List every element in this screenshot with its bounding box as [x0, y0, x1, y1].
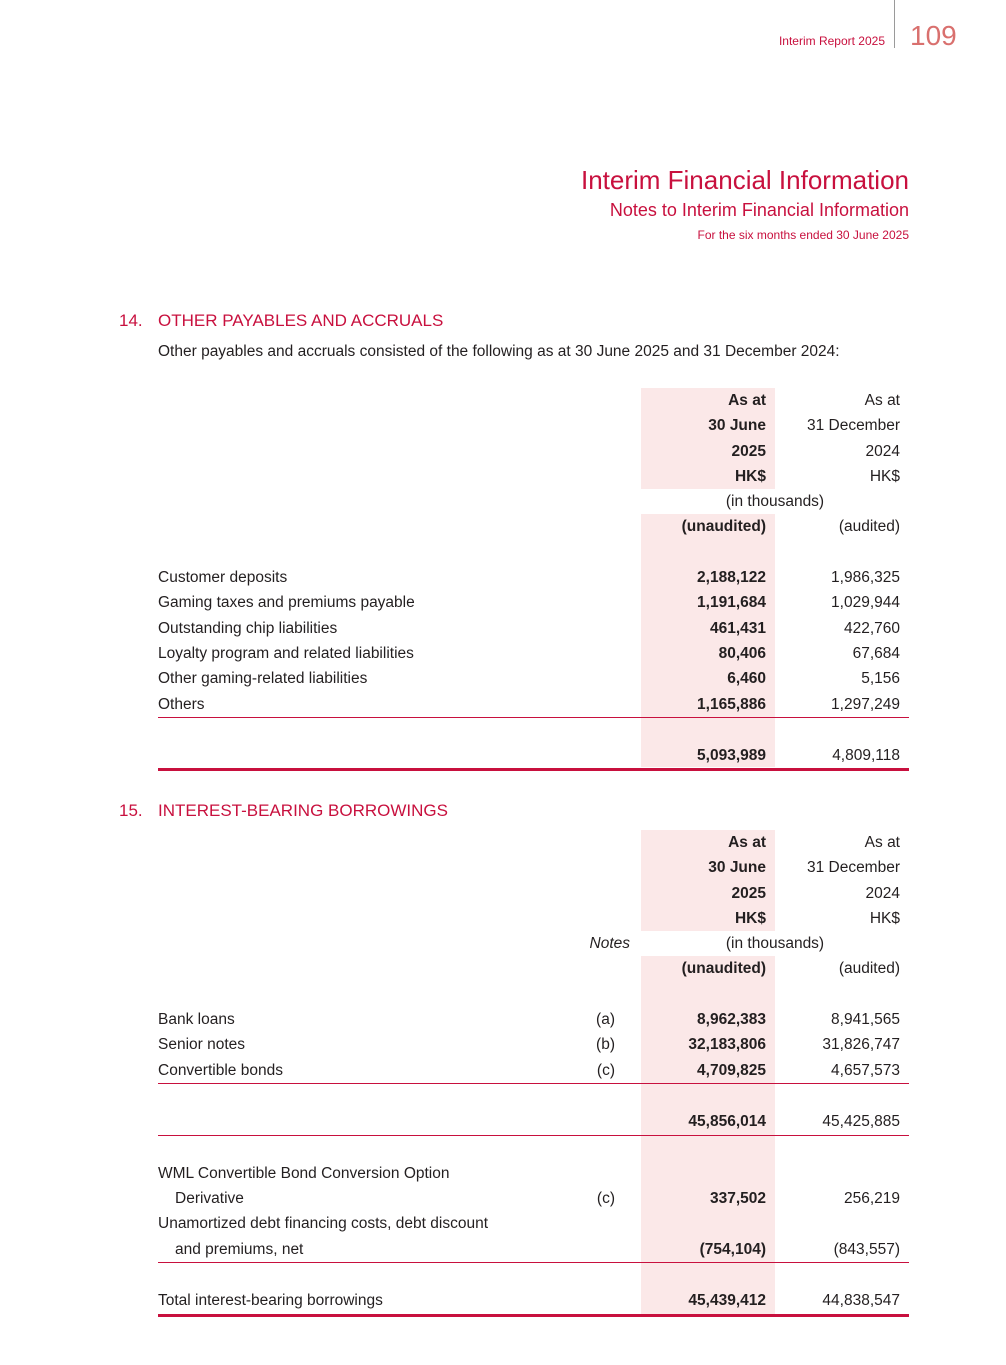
cell-text: 256,219	[843, 1190, 900, 1208]
col-head: 30 June	[708, 859, 766, 877]
cell-text: Others	[158, 695, 205, 713]
cell-text: 67,684	[852, 644, 900, 662]
cell-text: Total interest-bearing borrowings	[158, 1292, 383, 1310]
cell-text: 45,425,885	[822, 1113, 900, 1131]
table-row	[158, 565, 909, 590]
col-head: As at	[864, 392, 900, 409]
cell-text: 2,188,122	[697, 569, 766, 587]
cell-text: Customer deposits	[158, 569, 288, 587]
cell-text: Outstanding chip liabilities	[158, 619, 338, 637]
cell-text: Senior notes	[158, 1036, 246, 1054]
table-row	[158, 439, 909, 464]
cell-text: 45,856,014	[688, 1113, 766, 1131]
table-row	[158, 1136, 909, 1161]
section-title: INTEREST-BEARING BORROWINGS	[158, 801, 448, 820]
period: For the six months ended 30 June 2025	[697, 228, 909, 242]
cell-text: 1,986,325	[831, 569, 900, 587]
col-head: 31 December	[806, 417, 900, 435]
section-number: 15.	[119, 801, 143, 820]
table-row	[158, 464, 909, 489]
cell-text: 4,657,573	[831, 1061, 900, 1079]
col-head: 30 June	[708, 417, 766, 435]
cell-text: (b)	[596, 1036, 615, 1054]
cell-text: 4,709,825	[697, 1061, 766, 1079]
report-name: Interim Report 2025	[778, 34, 885, 48]
cell-text: Other gaming-related liabilities	[158, 670, 368, 688]
table-row	[158, 388, 909, 413]
page-title: Interim Financial Information	[580, 165, 909, 195]
subtotal-row	[158, 1109, 909, 1135]
col-head: As at	[728, 392, 766, 409]
section-14-intro: Other payables and accruals consisted of the following as at 30 June 2025 and 31 December 2024:	[158, 343, 840, 360]
cell-text: (c)	[596, 1061, 615, 1079]
cell-text: WML Convertible Bond Conversion Option	[158, 1164, 450, 1182]
cell-text: Derivative	[175, 1190, 244, 1208]
cell-text: 44,838,547	[822, 1292, 900, 1310]
table-row	[158, 881, 909, 906]
table-row	[158, 641, 909, 666]
cell-text: Unamortized debt financing costs, debt discount	[158, 1215, 488, 1233]
notes-header: Notes	[589, 935, 630, 953]
table-row	[158, 1186, 909, 1211]
col-head: 31 December	[806, 859, 900, 877]
cell-text: 1,297,249	[831, 695, 900, 713]
page-number: 109	[910, 20, 957, 51]
table-row	[158, 1211, 909, 1236]
header-divider	[894, 0, 895, 48]
cell-text: (843,557)	[833, 1240, 900, 1258]
cell-text: 337,502	[709, 1190, 766, 1208]
cell-text: (c)	[596, 1190, 615, 1208]
col-head: 2024	[865, 442, 900, 460]
cell-text: 6,460	[727, 670, 766, 688]
cell-text: and premiums, net	[175, 1240, 304, 1258]
col-status: (unaudited)	[681, 518, 766, 536]
table-row	[158, 830, 909, 855]
section-title: OTHER PAYABLES AND ACCRUALS	[158, 311, 444, 330]
table-row	[158, 616, 909, 641]
table-row	[158, 540, 909, 565]
borrowings-table	[158, 830, 909, 1317]
cell-text: 1,165,886	[697, 695, 766, 713]
section-number: 14.	[119, 311, 143, 330]
table-row	[158, 666, 909, 691]
table-row	[158, 1263, 909, 1288]
table-row	[158, 1032, 909, 1057]
table-row	[158, 1007, 909, 1032]
table-row	[158, 1084, 909, 1109]
table-row	[158, 1058, 909, 1084]
col-head: 2024	[865, 884, 900, 902]
cell-text: (754,104)	[699, 1240, 766, 1258]
table-row	[158, 718, 909, 743]
col-head: HK$	[869, 909, 900, 927]
page-subtitle: Notes to Interim Financial Information	[609, 200, 909, 220]
cell-text: Loyalty program and related liabilities	[158, 644, 414, 662]
cell-text: 461,431	[709, 619, 766, 637]
table-row	[158, 855, 909, 880]
cell-text: (a)	[596, 1011, 615, 1029]
col-status: (unaudited)	[681, 960, 766, 978]
col-head: HK$	[734, 909, 766, 927]
col-head: 2025	[731, 884, 766, 902]
cell-text: 8,941,565	[831, 1011, 900, 1029]
col-head: As at	[728, 834, 766, 851]
total-row	[158, 743, 909, 771]
cell-text: 4,809,118	[832, 747, 900, 765]
cell-text: 31,826,747	[822, 1036, 900, 1054]
total-row	[158, 1288, 909, 1316]
cell-text: 422,760	[843, 619, 900, 637]
cell-text: 45,439,412	[688, 1292, 766, 1310]
cell-text: 8,962,383	[697, 1011, 766, 1029]
cell-text: Gaming taxes and premiums payable	[158, 594, 415, 612]
col-head: HK$	[869, 467, 900, 485]
col-head: HK$	[734, 467, 766, 485]
col-head: 2025	[731, 442, 766, 460]
units-label: (in thousands)	[725, 493, 825, 511]
table-row	[158, 956, 909, 981]
table-row	[158, 692, 909, 718]
section-14-heading	[119, 311, 443, 331]
cell-text: Bank loans	[158, 1011, 235, 1029]
table-row	[158, 982, 909, 1007]
table-row	[158, 906, 909, 931]
col-head: As at	[864, 834, 900, 851]
payables-table	[158, 388, 909, 771]
cell-text: 5,156	[861, 670, 900, 688]
cell-text: 32,183,806	[688, 1036, 766, 1054]
cell-text: 1,191,684	[697, 594, 766, 612]
units-label: (in thousands)	[725, 935, 825, 953]
table-row	[158, 931, 909, 956]
table-row	[158, 1237, 909, 1263]
table-row	[158, 489, 909, 514]
section-15-heading	[119, 801, 448, 821]
table-row	[158, 514, 909, 539]
col-status: (audited)	[838, 960, 900, 978]
cell-text: 5,093,989	[697, 747, 766, 765]
table-row	[158, 590, 909, 615]
cell-text: 1,029,944	[831, 594, 900, 612]
cell-text: 80,406	[718, 644, 766, 662]
cell-text: Convertible bonds	[158, 1061, 283, 1079]
table-row	[158, 413, 909, 438]
table-row	[158, 1161, 909, 1186]
col-status: (audited)	[838, 518, 900, 536]
